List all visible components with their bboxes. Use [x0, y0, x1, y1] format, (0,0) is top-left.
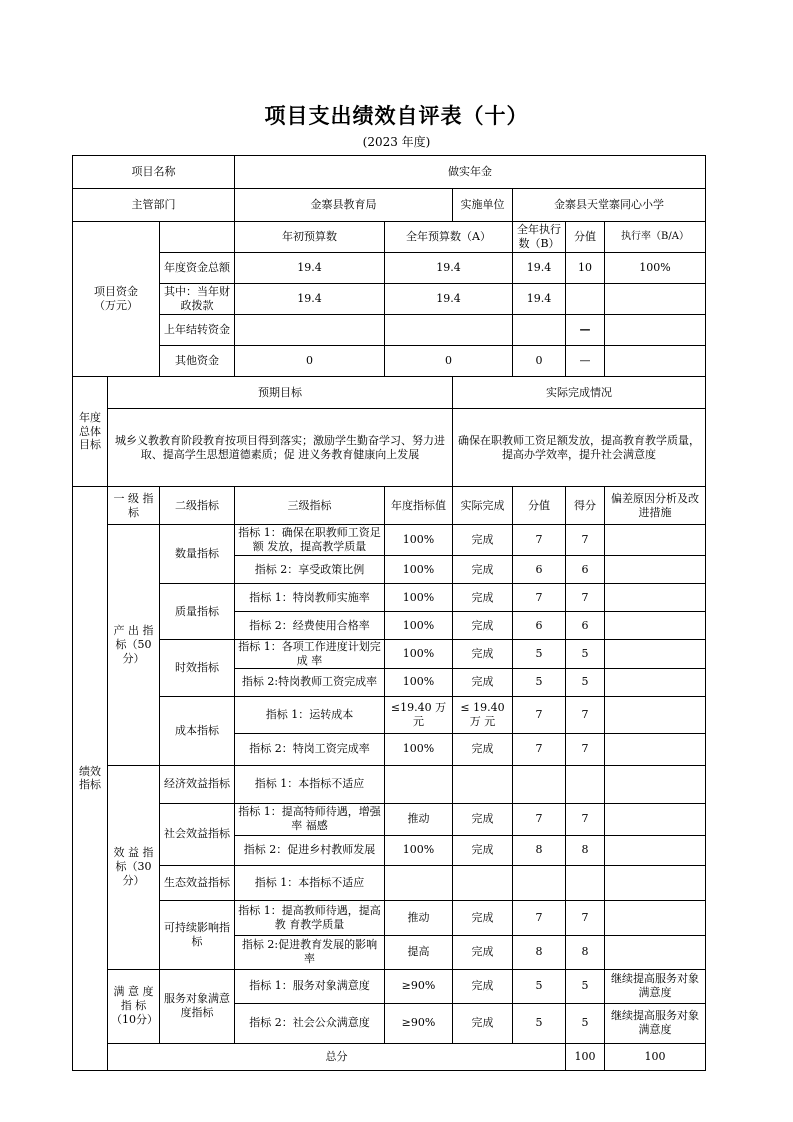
- funds-row-name: 其他资金: [160, 346, 235, 377]
- actual-cell: [453, 865, 513, 900]
- output-label: 产 出 指 标（50分）: [108, 525, 160, 766]
- deviation-cell: [605, 935, 706, 969]
- score-value-cell: 6: [513, 556, 566, 584]
- funds-header: 全年执行数（B）: [513, 222, 566, 253]
- total-label: 总分: [108, 1043, 566, 1070]
- actual-header: 实际完成: [453, 487, 513, 525]
- level3-cell: 指标 1：本指标不适应: [235, 765, 385, 803]
- funds-full: [385, 315, 513, 346]
- level3-cell: 指标 2：经费使用合格率: [235, 612, 385, 640]
- funds-full: 0: [385, 346, 513, 377]
- level3-cell: 指标 2：促进乡村教师发展: [235, 835, 385, 865]
- actual-cell: 完成: [453, 935, 513, 969]
- actual-completion-label: 实际完成情况: [453, 377, 706, 409]
- target-cell: 提高: [385, 935, 453, 969]
- funds-rate: [605, 315, 706, 346]
- deviation-cell: [605, 900, 706, 935]
- actual-cell: 完成: [453, 612, 513, 640]
- level3-cell: 指标 2：社会公众满意度: [235, 1003, 385, 1043]
- funds-rate: [605, 346, 706, 377]
- target-cell: ≥90%: [385, 1003, 453, 1043]
- score-value-cell: 8: [513, 935, 566, 969]
- funds-initial: 19.4: [235, 253, 385, 284]
- funds-header-blank: [160, 222, 235, 253]
- target-cell: 100%: [385, 612, 453, 640]
- actual-cell: 完成: [453, 1003, 513, 1043]
- project-name-row: [73, 156, 706, 189]
- indicator-row: [73, 765, 706, 803]
- funds-row: [73, 284, 706, 315]
- economic-label: 经济效益指标: [160, 765, 235, 803]
- score-value-cell: [513, 865, 566, 900]
- deviation-cell: [605, 803, 706, 835]
- funds-header: 执行率（B/A）: [605, 222, 706, 253]
- level3-cell: 指标 2:促进教育发展的影响率: [235, 935, 385, 969]
- actual-cell: 完成: [453, 640, 513, 669]
- indicator-header-row: [73, 487, 706, 525]
- funds-score-value: —: [566, 346, 605, 377]
- quality-label: 质量指标: [160, 584, 235, 640]
- funds-exec: 19.4: [513, 284, 566, 315]
- score-cell: 5: [566, 640, 605, 669]
- deviation-cell: 继续提高服务对象满意度: [605, 969, 706, 1003]
- actual-cell: 完成: [453, 733, 513, 765]
- total-row: [73, 1043, 706, 1070]
- deviation-cell: [605, 584, 706, 612]
- level3-cell: 指标 1：特岗教师实施率: [235, 584, 385, 612]
- actual-cell: 完成: [453, 668, 513, 696]
- deviation-cell: [605, 556, 706, 584]
- funds-row-name: 其中：当年财政拨款: [160, 284, 235, 315]
- funds-score-value: [566, 284, 605, 315]
- deviation-cell: [605, 696, 706, 733]
- score-value-cell: 7: [513, 733, 566, 765]
- year-subtitle: (2023 年度): [362, 135, 431, 149]
- indicator-row: [73, 525, 706, 556]
- actual-cell: 完成: [453, 556, 513, 584]
- actual-cell: [453, 765, 513, 803]
- score-cell: [566, 865, 605, 900]
- funds-header: 分值: [566, 222, 605, 253]
- level3-cell: 指标 2：特岗工资完成率: [235, 733, 385, 765]
- goals-header-row: [73, 377, 706, 409]
- funds-initial: 19.4: [235, 284, 385, 315]
- indicator-row: [73, 865, 706, 900]
- department-row: [73, 189, 706, 222]
- target-cell: [385, 865, 453, 900]
- score-cell: 7: [566, 584, 605, 612]
- deviation-header: 偏差原因分析及改进措施: [605, 487, 706, 525]
- actual-cell: 完成: [453, 584, 513, 612]
- score-value-cell: 5: [513, 969, 566, 1003]
- target-header: 年度指标值: [385, 487, 453, 525]
- target-cell: 100%: [385, 584, 453, 612]
- total-score-value: 100: [566, 1043, 605, 1070]
- score-cell: 6: [566, 556, 605, 584]
- level3-cell: 指标 1：运转成本: [235, 696, 385, 733]
- level3-header: 三级指标: [235, 487, 385, 525]
- actual-cell: ≤ 19.40 万 元: [453, 696, 513, 733]
- score-value-cell: 7: [513, 803, 566, 835]
- satisfaction-label: 满 意 度 指 标（10分）: [108, 969, 160, 1043]
- target-cell: 100%: [385, 640, 453, 669]
- score-value-header: 分值: [513, 487, 566, 525]
- funds-exec: 19.4: [513, 253, 566, 284]
- benefit-label: 效 益 指 标（30分）: [108, 765, 160, 969]
- score-cell: 8: [566, 835, 605, 865]
- score-cell: 7: [566, 696, 605, 733]
- timeliness-label: 时效指标: [160, 640, 235, 697]
- indicator-row: [73, 640, 706, 669]
- funds-row: [73, 346, 706, 377]
- actual-cell: 完成: [453, 525, 513, 556]
- deviation-cell: [605, 865, 706, 900]
- score-value-cell: 7: [513, 696, 566, 733]
- dept-label: 主管部门: [73, 189, 235, 222]
- level3-cell: 指标 1：提高特师待遇，增强率 福感: [235, 803, 385, 835]
- service-label: 服务对象满意 度指标: [160, 969, 235, 1043]
- score-value-cell: 7: [513, 525, 566, 556]
- score-cell: 7: [566, 803, 605, 835]
- score-value-cell: 7: [513, 584, 566, 612]
- target-cell: 推动: [385, 803, 453, 835]
- level2-header: 二级指标: [160, 487, 235, 525]
- level3-cell: 指标 1：本指标不适应: [235, 865, 385, 900]
- social-label: 社会效益指标: [160, 803, 235, 865]
- deviation-cell: [605, 525, 706, 556]
- level3-cell: 指标 1：各项工作进度计划完成 率: [235, 640, 385, 669]
- funds-rate: 100%: [605, 253, 706, 284]
- indicator-row: [73, 584, 706, 612]
- target-cell: ≥90%: [385, 969, 453, 1003]
- goals-label: 年度总体目标: [73, 377, 108, 487]
- level1-header: 一 级 指 标: [108, 487, 160, 525]
- deviation-cell: [605, 668, 706, 696]
- deviation-cell: [605, 835, 706, 865]
- score-cell: 8: [566, 935, 605, 969]
- actual-cell: 完成: [453, 835, 513, 865]
- target-cell: 100%: [385, 556, 453, 584]
- actual-cell: 完成: [453, 900, 513, 935]
- funds-header: 年初预算数: [235, 222, 385, 253]
- indicator-row: [73, 803, 706, 835]
- score-value-cell: 5: [513, 640, 566, 669]
- level3-cell: 指标 1：提高教师待遇，提高教 育教学质量: [235, 900, 385, 935]
- funds-full: 19.4: [385, 284, 513, 315]
- indicator-row: [73, 696, 706, 733]
- deviation-cell: [605, 765, 706, 803]
- dept-value: 金寨县教育局: [235, 189, 453, 222]
- sustainable-label: 可持续影响指 标: [160, 900, 235, 969]
- score-cell: [566, 765, 605, 803]
- target-cell: 推动: [385, 900, 453, 935]
- project-name-value: 做实年金: [235, 156, 706, 189]
- goals-content-row: [73, 409, 706, 487]
- funds-row-name: 上年结转资金: [160, 315, 235, 346]
- self-evaluation-table: [72, 155, 706, 1071]
- score-cell: 5: [566, 969, 605, 1003]
- score-value-cell: 7: [513, 900, 566, 935]
- level3-cell: 指标 2：享受政策比例: [235, 556, 385, 584]
- funds-label: 项目资金 （万元）: [73, 222, 160, 377]
- actual-completion-text: 确保在职教师工资足额发放，提高教育教学质量，提高办学效率，提升社会满意度: [453, 409, 706, 487]
- expected-goal-text: 城乡义教教育阶段教育按项目得到落实；激励学生勤奋学习、努力进取、提高学生思想道德素质；促 进义务教育健康向上发展: [108, 409, 453, 487]
- funds-row-name: 年度资金总额: [160, 253, 235, 284]
- indicator-row: [73, 969, 706, 1003]
- target-cell: [385, 765, 453, 803]
- project-name-label: 项目名称: [73, 156, 235, 189]
- score-value-cell: [513, 765, 566, 803]
- score-cell: 5: [566, 668, 605, 696]
- level3-cell: 指标 2:特岗教师工资完成率: [235, 668, 385, 696]
- funds-row: [73, 315, 706, 346]
- score-cell: 6: [566, 612, 605, 640]
- target-cell: ≤19.40 万元: [385, 696, 453, 733]
- actual-cell: 完成: [453, 803, 513, 835]
- ecological-label: 生态效益指标: [160, 865, 235, 900]
- actual-cell: 完成: [453, 969, 513, 1003]
- score-value-cell: 8: [513, 835, 566, 865]
- funds-exec: [513, 315, 566, 346]
- unit-value: 金寨县天堂寨同心小学: [513, 189, 706, 222]
- quantity-label: 数量指标: [160, 525, 235, 584]
- page-title: 项目支出绩效自评表（十）: [264, 104, 529, 128]
- funds-exec: 0: [513, 346, 566, 377]
- cost-label: 成本指标: [160, 696, 235, 765]
- deviation-cell: 继续提高服务对象满意度: [605, 1003, 706, 1043]
- indicators-label: 绩效指标: [73, 487, 108, 1071]
- target-cell: 100%: [385, 668, 453, 696]
- score-cell: 7: [566, 900, 605, 935]
- deviation-cell: [605, 640, 706, 669]
- score-value-cell: 5: [513, 1003, 566, 1043]
- funds-score-value: —: [566, 315, 605, 346]
- total-score: 100: [605, 1043, 706, 1070]
- funds-initial: [235, 315, 385, 346]
- funds-header-row: [73, 222, 706, 253]
- funds-score-value: 10: [566, 253, 605, 284]
- target-cell: 100%: [385, 835, 453, 865]
- deviation-cell: [605, 733, 706, 765]
- funds-rate: [605, 284, 706, 315]
- score-cell: 7: [566, 525, 605, 556]
- funds-full: 19.4: [385, 253, 513, 284]
- funds-initial: 0: [235, 346, 385, 377]
- score-cell: 7: [566, 733, 605, 765]
- level3-cell: 指标 1：服务对象满意度: [235, 969, 385, 1003]
- level3-cell: 指标 1：确保在职教师工资足额 发放，提高教学质量: [235, 525, 385, 556]
- funds-row: [73, 253, 706, 284]
- unit-label: 实施单位: [453, 189, 513, 222]
- deviation-cell: [605, 612, 706, 640]
- target-cell: 100%: [385, 733, 453, 765]
- score-value-cell: 6: [513, 612, 566, 640]
- expected-goal-label: 预期目标: [108, 377, 453, 409]
- indicator-row: [73, 900, 706, 935]
- target-cell: 100%: [385, 525, 453, 556]
- funds-header: 全年预算数（A）: [385, 222, 513, 253]
- score-value-cell: 5: [513, 668, 566, 696]
- score-header: 得分: [566, 487, 605, 525]
- score-cell: 5: [566, 1003, 605, 1043]
